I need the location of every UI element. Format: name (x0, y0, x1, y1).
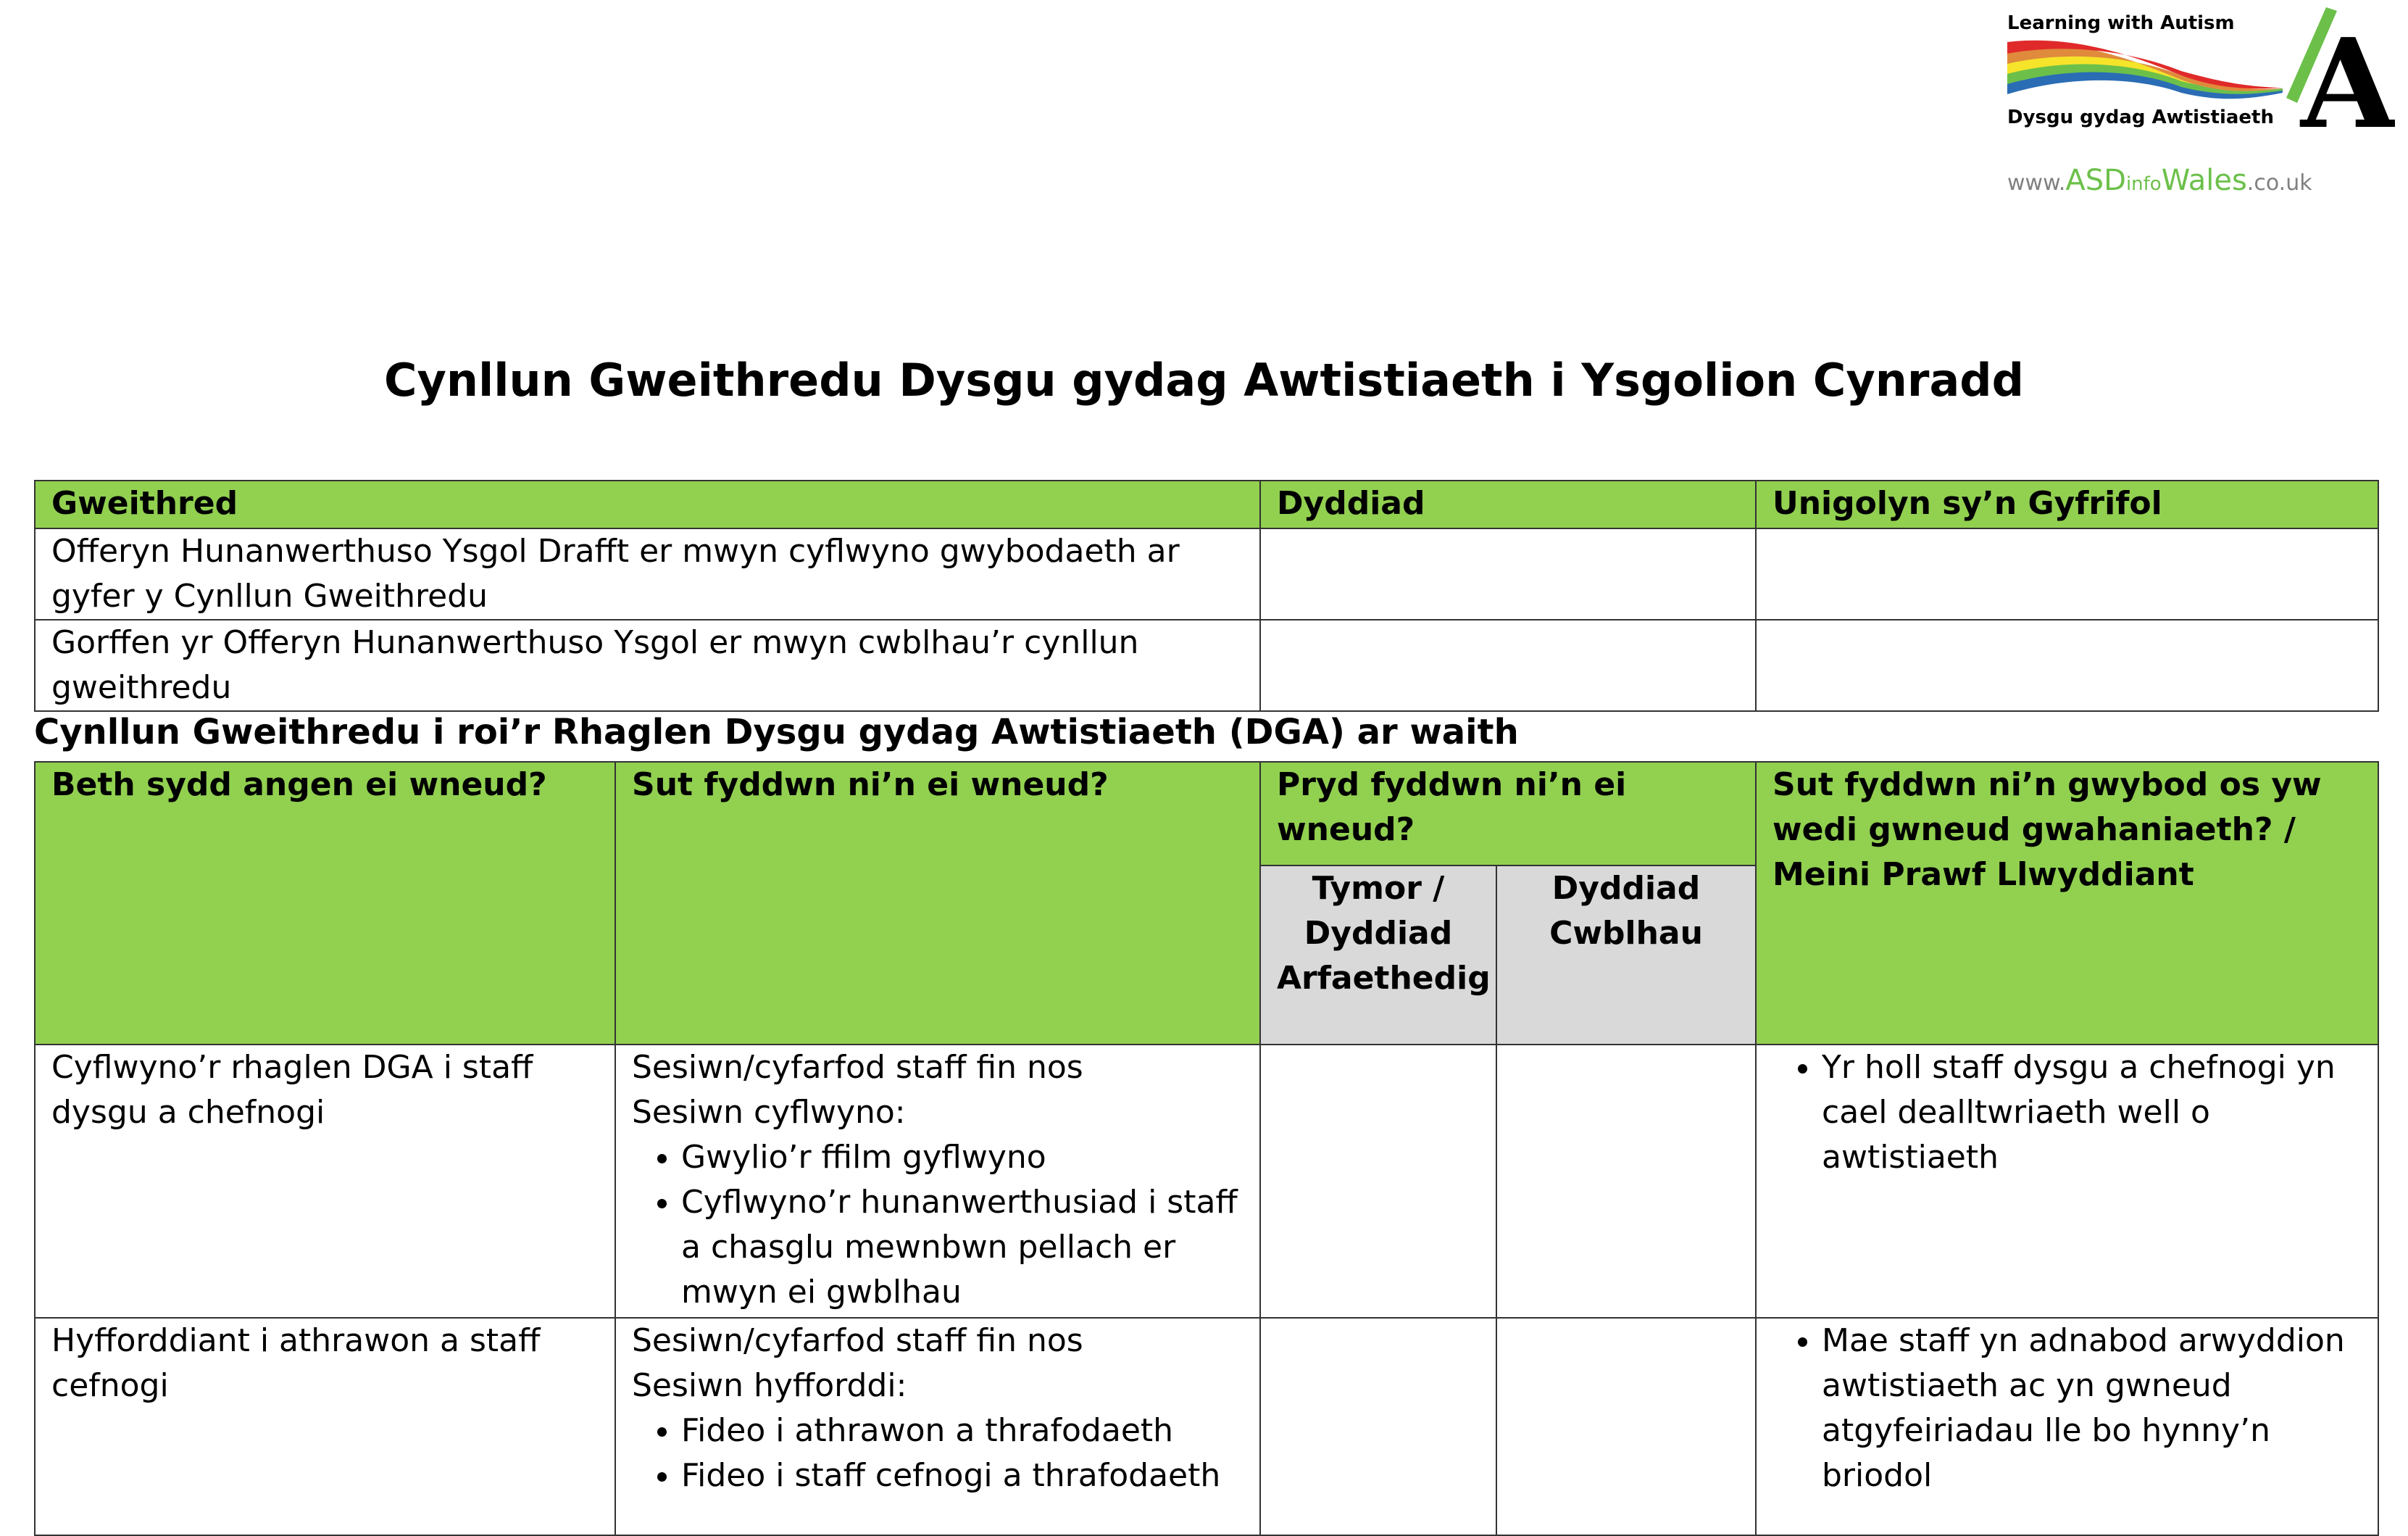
how-line: Sesiwn/cyfarfod staff fin nos (632, 1049, 1083, 1086)
header-gweithred: Gweithred (35, 481, 1260, 528)
cell[interactable] (1260, 528, 1756, 620)
cell: Offeryn Hunanwerthuso Ysgol Drafft er mwyn cyflwyno gwybodaeth ar gyfer y Cynllun Gweithredu (35, 528, 1260, 620)
header-what: Beth sydd angen ei wneud? (35, 762, 615, 1045)
list-item: • Mae staff yn adnabod arwyddion awtistiaeth ac yn gwneud atgyfeiriadau lle bo hynny’n briodol (1822, 1319, 2362, 1498)
learning-with-autism-logo (2000, 0, 2395, 210)
header-criteria: Sut fyddwn ni’n gwybod os yw wedi gwneud gwahaniaeth? / Meini Prawf Llwyddiant (1756, 762, 2378, 1045)
cell: Gorffen yr Offeryn Hunanwerthuso Ysgol er mwyn cwblhau’r cynllun gweithredu (35, 620, 1260, 711)
subheader-completed-date: Dyddiad Cwblhau (1496, 865, 1756, 1045)
list-item: • Fideo i athrawon a thrafodaeth (681, 1408, 1243, 1453)
cell-what: Cyflwyno’r rhaglen DGA i staff dysgu a chefnogi (35, 1045, 615, 1318)
cell-criteria (1756, 1045, 2378, 1318)
header-dyddiad: Dyddiad (1260, 481, 1756, 528)
subheader-planned-date: Tymor / Dyddiad Arfaethedig (1260, 865, 1496, 1045)
cell-how (615, 1318, 1260, 1535)
svg-text:Learning with Autism: Learning with Autism (2007, 12, 2235, 34)
svg-text:www.ASDinfoWales.co.uk: www.ASDinfoWales.co.uk (2007, 164, 2312, 197)
page-title: Cynllun Gweithredu Dysgu gydag Awtistiaeth i Ysgolion Cynradd (383, 354, 2025, 407)
cell[interactable] (1496, 1045, 1756, 1318)
header-how: Sut fyddwn ni’n ei wneud? (615, 762, 1260, 1045)
table-row (35, 1045, 2378, 1318)
svg-text:Dysgu gydag Awtistiaeth: Dysgu gydag Awtistiaeth (2007, 107, 2274, 128)
cell-what: Hyfforddiant i athrawon a staff cefnogi (35, 1318, 615, 1535)
list-item: • Yr holl staff dysgu a chefnogi yn cael dealltwriaeth well o awtistiaeth (1822, 1045, 2362, 1180)
how-line: Sesiwn/cyfarfod staff fin nos (632, 1322, 1083, 1359)
table-row (35, 1318, 2378, 1535)
cell[interactable] (1496, 1318, 1756, 1535)
list-item: • Fideo i staff cefnogi a thrafodaeth (681, 1453, 1243, 1498)
cell[interactable] (1260, 620, 1756, 711)
header-when: Pryd fyddwn ni’n ei wneud? (1260, 762, 1756, 865)
list-item: • Gwylio’r ffilm gyflwyno (681, 1135, 1243, 1180)
table-row (35, 528, 2378, 620)
list-item: • Cyflwyno’r hunanwerthusiad i staff a chasglu mewnbwn pellach er mwyn ei gwblhau (681, 1180, 1243, 1315)
cell[interactable] (1260, 1045, 1496, 1318)
table-row (35, 620, 2378, 711)
cell-criteria (1756, 1318, 2378, 1535)
how-line: Sesiwn hyfforddi: (632, 1367, 907, 1404)
plan-table (34, 761, 2379, 1536)
cell[interactable] (1260, 1318, 1496, 1535)
section-heading: Cynllun Gweithredu i roi’r Rhaglen Dysgu gydag Awtistiaeth (DGA) ar waith (34, 712, 1519, 752)
cell[interactable] (1756, 528, 2378, 620)
action-table (34, 480, 2379, 712)
how-line: Sesiwn cyflwyno: (632, 1094, 906, 1131)
cell-how (615, 1045, 1260, 1318)
cell[interactable] (1756, 620, 2378, 711)
header-unigolyn: Unigolyn sy’n Gyfrifol (1756, 481, 2378, 528)
svg-text:A: A (2301, 12, 2395, 157)
